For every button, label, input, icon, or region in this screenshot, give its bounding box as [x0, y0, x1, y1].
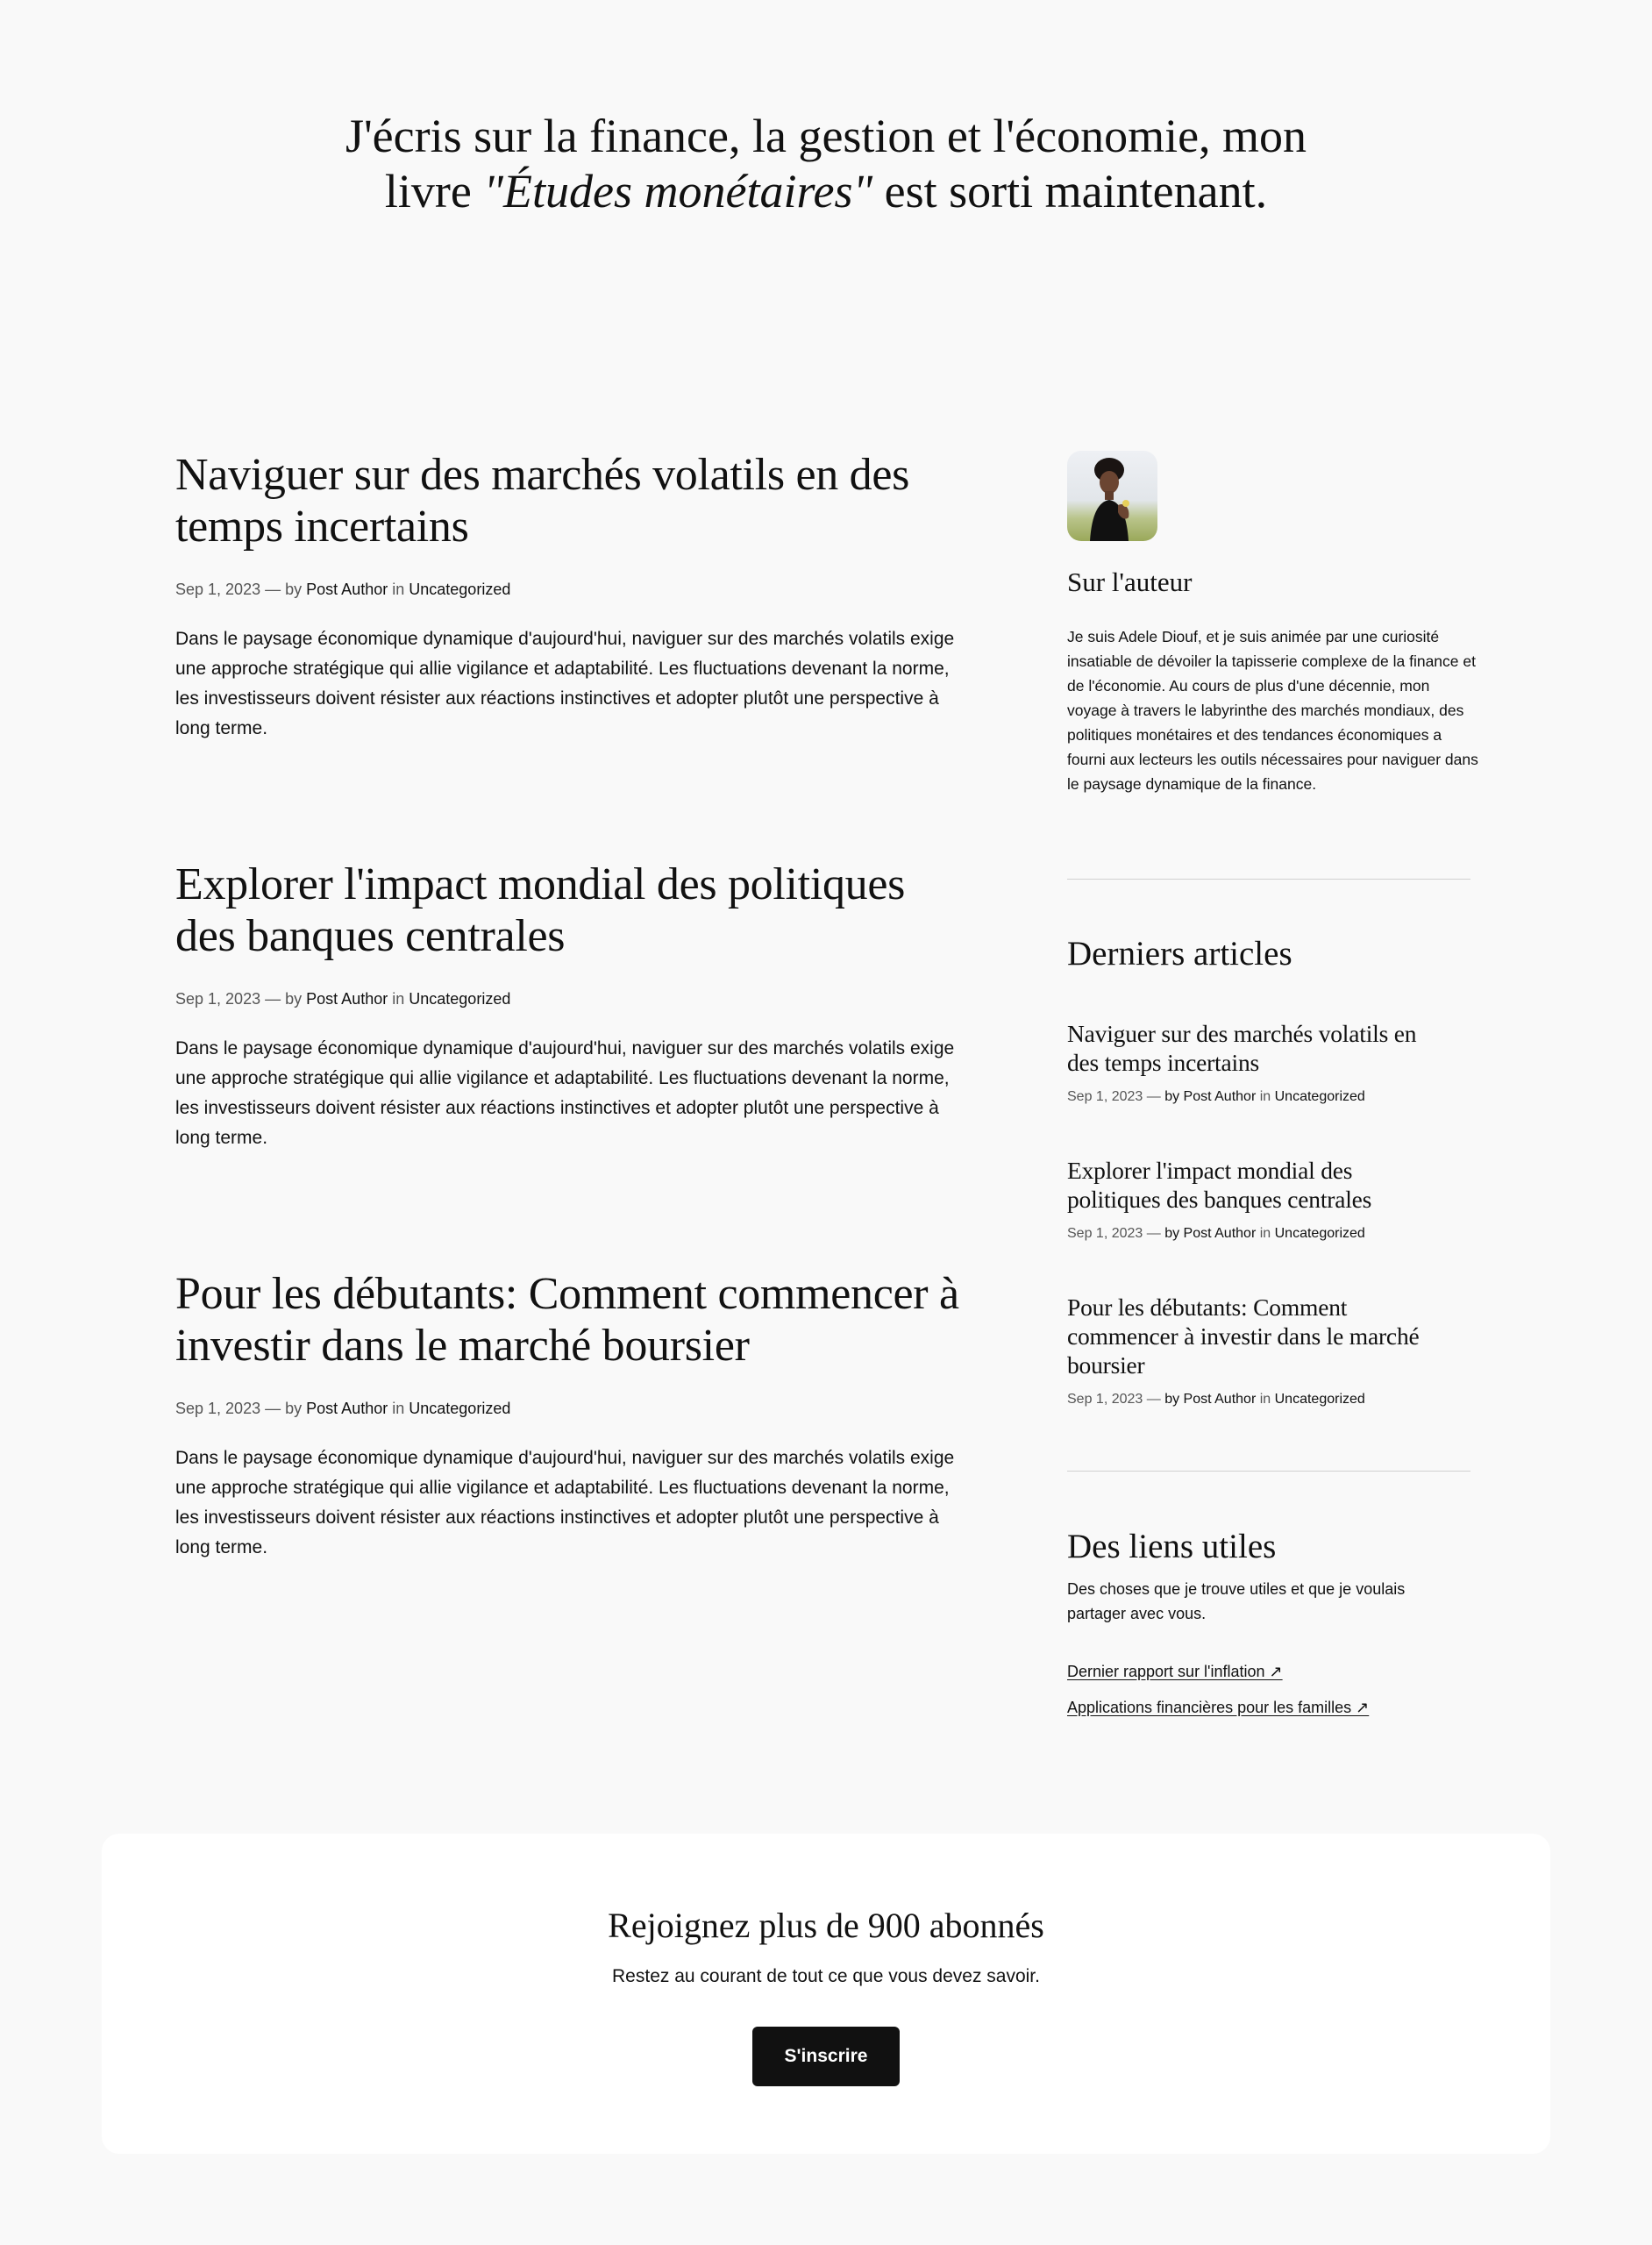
hero-line-2: [0, 164, 1652, 219]
about-author-title: Sur l'auteur: [1067, 567, 1193, 597]
hero-line-1: J'écris sur la finance, la gestion et l'économie, mon: [345, 110, 1307, 162]
subscribe-title: Rejoignez plus de 900 abonnés: [608, 1906, 1044, 1945]
post-excerpt: Dans le paysage économique dynamique d'aujourd'hui, naviguer sur des marchés volatils exige une approche stratégique qui allie vigilance et adaptabilité. Les fluctuations devenant la norme, les investisseurs doivent résister aux réactions instinctives et adopter plutôt une perspective à long terme.: [175, 1448, 955, 1557]
meta-dash: —: [1146, 1226, 1161, 1241]
subscribe-card: [102, 1834, 1550, 2154]
meta-in: in: [392, 990, 405, 1008]
post-date[interactable]: Sep 1, 2023: [175, 1400, 261, 1417]
post-excerpt: Dans le paysage économique dynamique d'aujourd'hui, naviguer sur des marchés volatils exige une approche stratégique qui allie vigilance et adaptabilité. Les fluctuations devenant la norme, les investisseurs doivent résister aux réactions instinctives et adopter plutôt une perspective à long terme.: [175, 1038, 955, 1148]
latest-post-meta: [1067, 1224, 1444, 1244]
latest-post-date[interactable]: Sep 1, 2023: [1067, 1392, 1143, 1407]
hero-book-title: "Études monétaires": [483, 165, 873, 217]
post-meta: [175, 988, 965, 1009]
latest-post-category[interactable]: Uncategorized: [1274, 1392, 1365, 1407]
author-portrait-image: [1067, 451, 1157, 541]
meta-dash: —: [265, 581, 281, 598]
latest-post-date[interactable]: Sep 1, 2023: [1067, 1089, 1143, 1104]
latest-post-title[interactable]: Explorer l'impact mondial des politiques des banques centrales: [1067, 1157, 1372, 1213]
post-date[interactable]: Sep 1, 2023: [175, 581, 261, 598]
about-author-text: Je suis Adele Diouf, et je suis animée par une curiosité insatiable de dévoiler la tapisserie complexe de la finance et de l'économie. Au cours de plus d'une décennie, mon voyage à travers le labyrinthe des marchés mondiaux, des politiques monétaires et des tendances économiques a fourni aux lecteurs les outils nécessaires pour naviguer dans le paysage dynamique de la finance.: [1067, 628, 1478, 793]
post-meta: [175, 1398, 965, 1419]
latest-post-meta: [1067, 1087, 1444, 1107]
latest-post-meta: [1067, 1390, 1444, 1409]
post-category[interactable]: Uncategorized: [409, 581, 511, 598]
latest-post-date[interactable]: Sep 1, 2023: [1067, 1226, 1143, 1241]
meta-by: by: [285, 990, 303, 1008]
sidebar-divider: [1067, 1471, 1470, 1472]
meta-in: in: [1259, 1226, 1271, 1241]
meta-in: in: [1259, 1392, 1271, 1407]
useful-link-finance-apps[interactable]: Applications financières pour les familles ↗: [1067, 1699, 1370, 1716]
post-author[interactable]: Post Author: [306, 990, 388, 1008]
latest-post-item: [1067, 1019, 1444, 1107]
meta-dash: —: [1146, 1392, 1161, 1407]
meta-in: in: [392, 581, 405, 598]
hero-heading: [0, 109, 1652, 219]
meta-dash: —: [265, 990, 281, 1008]
latest-post-author[interactable]: by Post Author: [1164, 1089, 1257, 1104]
post-category[interactable]: Uncategorized: [409, 1400, 511, 1417]
latest-post-author[interactable]: by Post Author: [1164, 1392, 1257, 1407]
post-excerpt: Dans le paysage économique dynamique d'aujourd'hui, naviguer sur des marchés volatils exige une approche stratégique qui allie vigilance et adaptabilité. Les fluctuations devenant la norme, les investisseurs doivent résister aux réactions instinctives et adopter plutôt une perspective à long terme.: [175, 629, 955, 738]
post-article: [175, 449, 965, 744]
useful-links-description: Des choses que je trouve utiles et que je voulais partager avec vous.: [1067, 1580, 1406, 1622]
latest-post-item: [1067, 1293, 1444, 1409]
meta-dash: —: [1146, 1089, 1161, 1104]
sidebar-divider: [1067, 879, 1470, 880]
post-title[interactable]: Explorer l'impact mondial des politiques des banques centrales: [175, 859, 906, 961]
latest-post-category[interactable]: Uncategorized: [1274, 1089, 1365, 1104]
post-author[interactable]: Post Author: [306, 581, 388, 598]
latest-posts-title: Derniers articles: [1067, 935, 1292, 973]
useful-link-inflation-report[interactable]: Dernier rapport sur l'inflation ↗: [1067, 1663, 1283, 1680]
post-author[interactable]: Post Author: [306, 1400, 388, 1417]
post-meta: [175, 579, 965, 600]
post-article: [175, 1268, 965, 1563]
post-category[interactable]: Uncategorized: [409, 990, 511, 1008]
useful-links-title: Des liens utiles: [1067, 1528, 1277, 1565]
subscribe-button[interactable]: S'inscrire: [752, 2027, 900, 2086]
meta-by: by: [285, 581, 303, 598]
meta-in: in: [1259, 1089, 1271, 1104]
latest-post-author[interactable]: by Post Author: [1164, 1226, 1257, 1241]
subscribe-text: Restez au courant de tout ce que vous devez savoir.: [612, 1966, 1040, 1986]
post-article: [175, 859, 965, 1153]
meta-by: by: [285, 1400, 303, 1417]
post-title[interactable]: Naviguer sur des marchés volatils en des temps incertains: [175, 450, 910, 552]
meta-in: in: [392, 1400, 405, 1417]
hero-line-2-end: est sorti maintenant.: [872, 165, 1268, 217]
latest-post-title[interactable]: Pour les débutants: Comment commencer à investir dans le marché boursier: [1067, 1294, 1420, 1379]
meta-dash: —: [265, 1400, 281, 1417]
latest-post-title[interactable]: Naviguer sur des marchés volatils en des temps incertains: [1067, 1020, 1417, 1076]
latest-post-item: [1067, 1156, 1444, 1244]
post-date[interactable]: Sep 1, 2023: [175, 990, 261, 1008]
latest-post-category[interactable]: Uncategorized: [1274, 1226, 1365, 1241]
hero-line-2-start: livre: [384, 165, 484, 217]
author-avatar: [1067, 451, 1157, 541]
post-title[interactable]: Pour les débutants: Comment commencer à investir dans le marché boursier: [175, 1269, 959, 1371]
